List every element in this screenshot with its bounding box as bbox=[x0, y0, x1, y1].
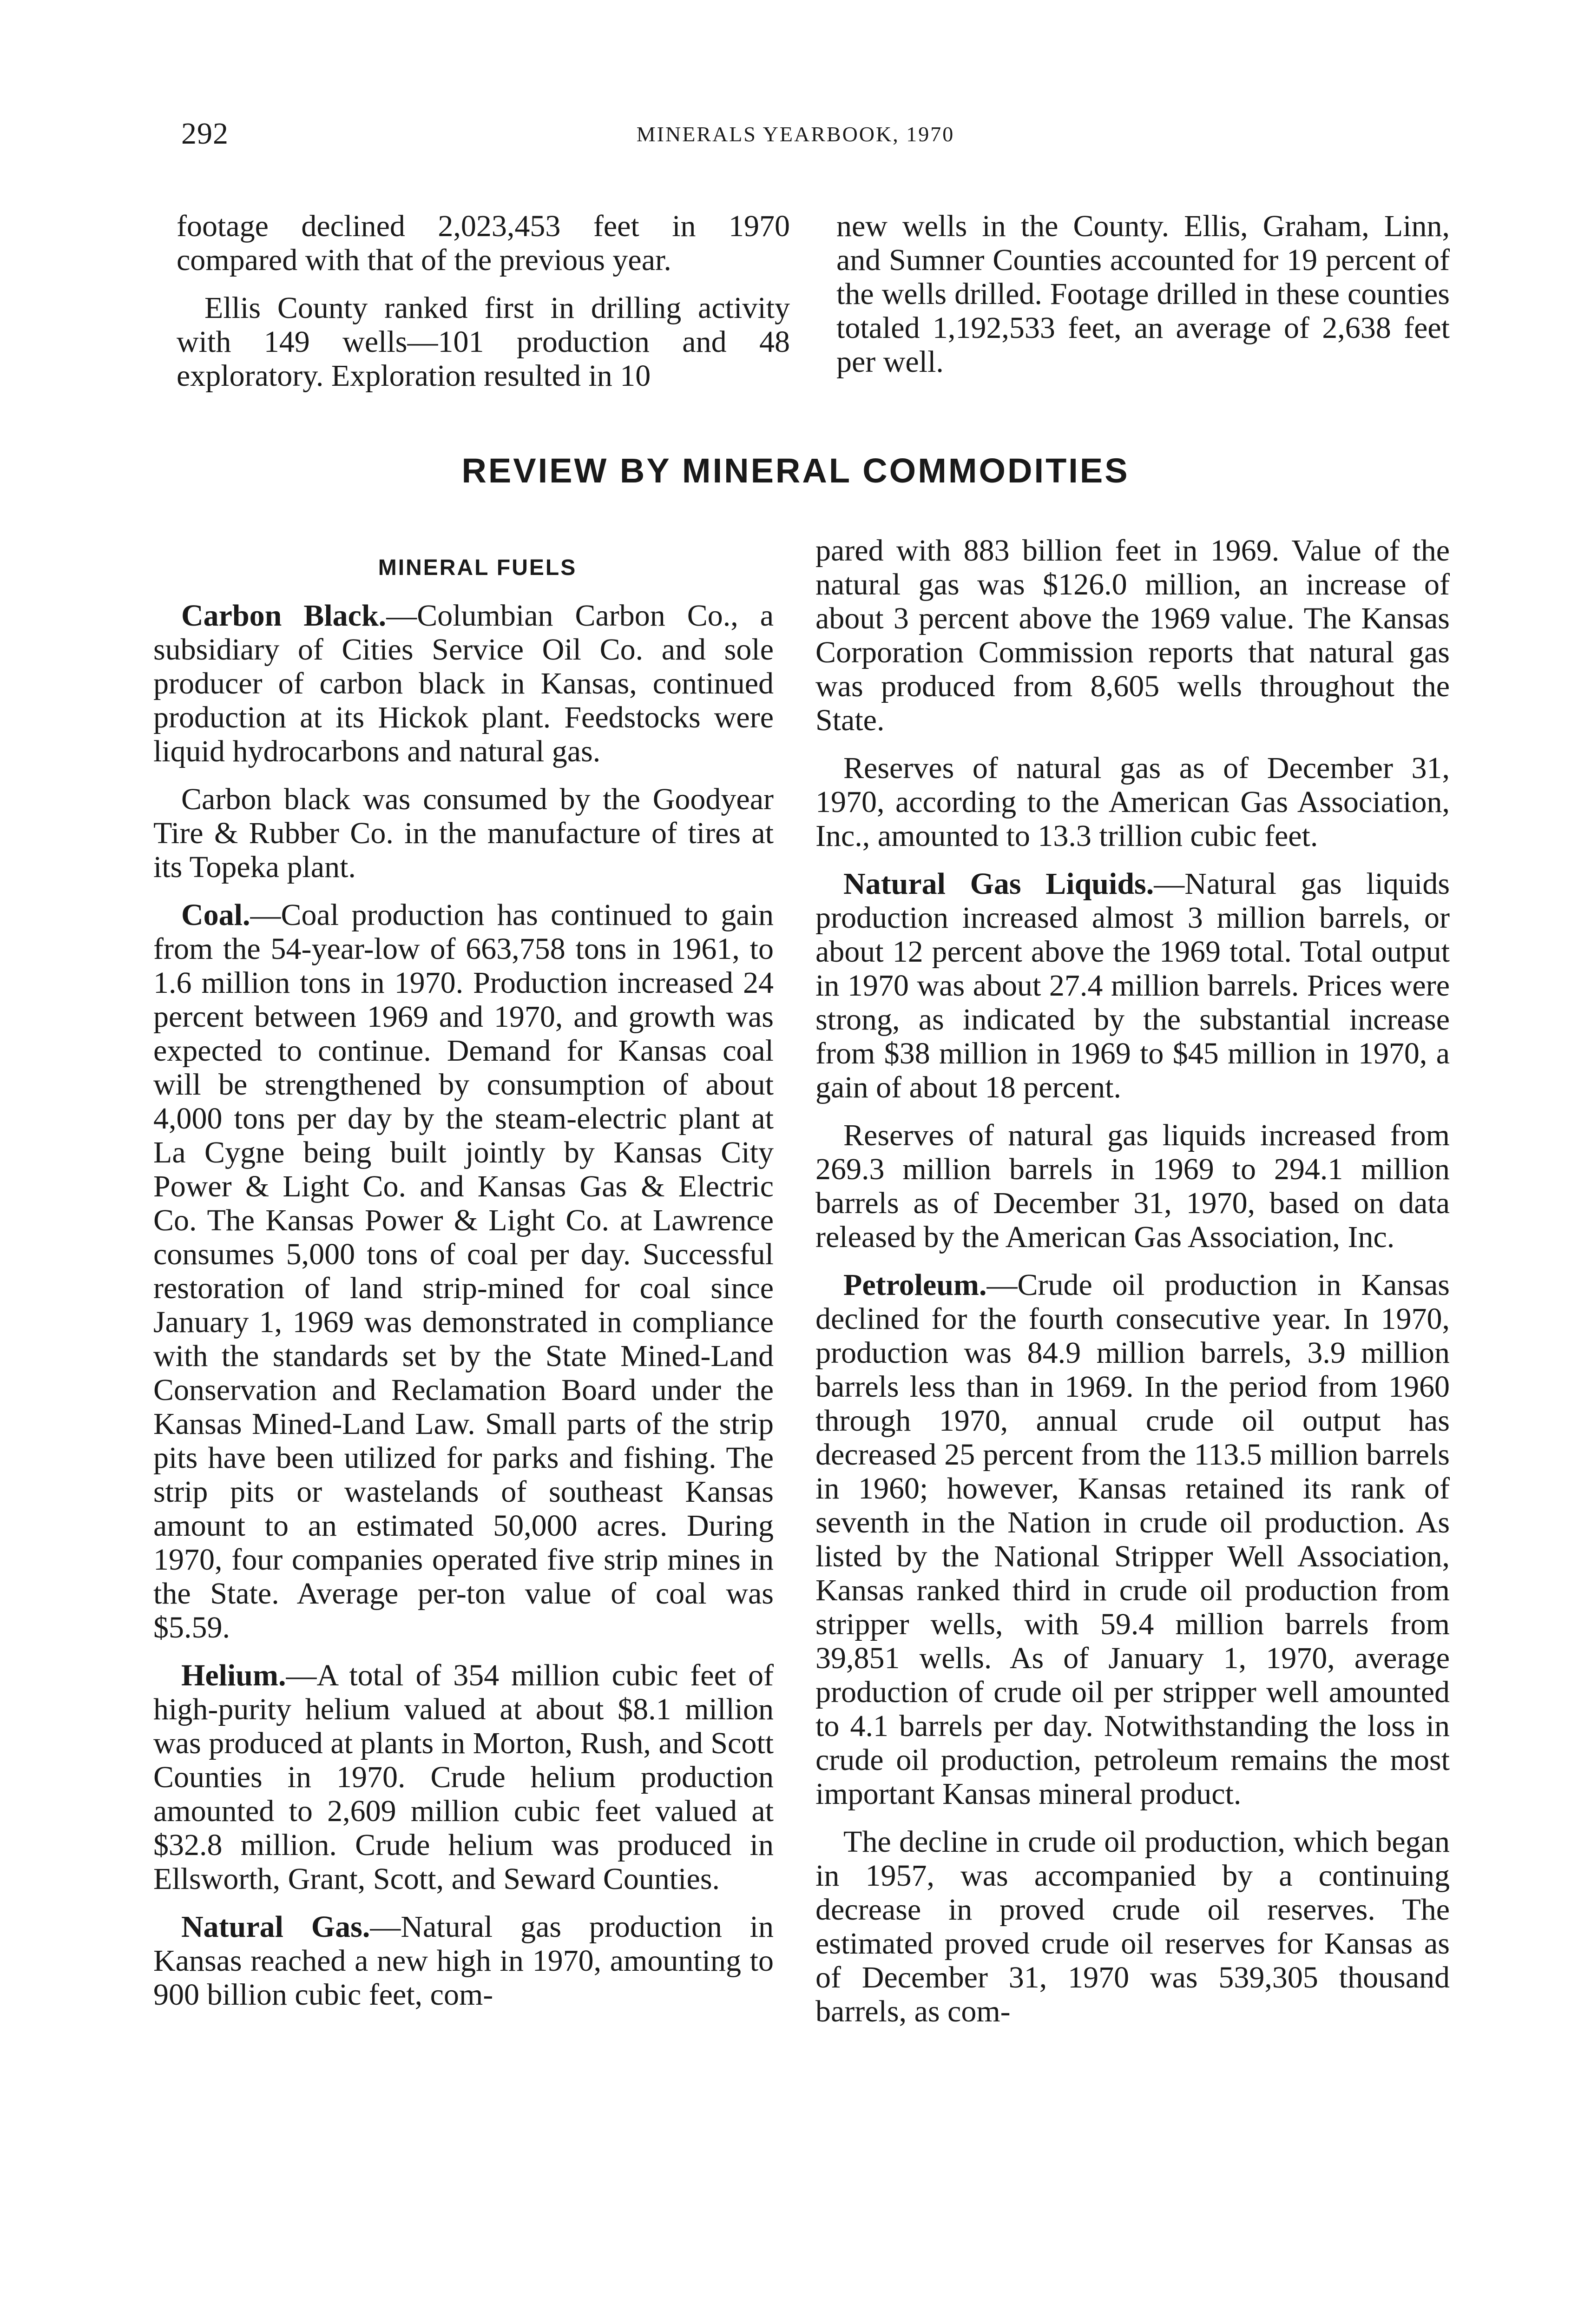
coal-text: —Coal production has continued to gain from the 54-year-low of 663,758 tons in 1961, to 1.6 million tons in 1970. Production increased 24 percent between 1969 and 1970, and growth was expected to continue. Demand for Kansas coal will be strengthened by consumption of about 4,000 tons per day by the steam-electric plant at La Cygne being built jointly by Kansas City Power & Light Co. and Kansas Gas & Electric Co. The Kansas Power & Light Co. at Lawrence consumes 5,000 tons of coal per day. Successful restoration of land strip-mined for coal since January 1, 1969 was demonstrated in compliance with the standards set by the State Mined-Land Conservation and Reclamation Board under the Kansas Mined-Land Law. Small parts of the strip pits have been utilized for parks and fishing. The strip pits or wastelands of southeast Kansas amount to an estimated 50,000 acres. During 1970, four companies operated five strip mines in the State. Average per-ton value of coal was $5.59. bbox=[153, 898, 774, 1644]
coal-heading: Coal. bbox=[181, 898, 250, 932]
section-title: REVIEW BY MINERAL COMMODITIES bbox=[461, 451, 1130, 490]
helium-heading: Helium. bbox=[181, 1658, 286, 1692]
coal-paragraph bbox=[153, 898, 774, 1644]
intro-right-column bbox=[836, 209, 1450, 393]
natural-gas-liquids-heading: Natural Gas Liquids. bbox=[843, 867, 1154, 901]
subsection-title: MINERAL FUELS bbox=[378, 555, 577, 580]
carbon-black-paragraph-2: Carbon black was consumed by the Goodyear Tire & Rubber Co. in the manufacture of tires at its Topeka plant. bbox=[153, 782, 774, 884]
helium-text: —A total of 354 million cubic feet of high-purity helium valued at about $8.1 million was produced at plants in Morton, Rush, and Scott Counties in 1970. Crude helium production amounted to 2,609 million cubic feet valued at $32.8 million. Crude helium was produced in Ellsworth, Grant, Scott, and Seward Counties. bbox=[153, 1658, 774, 1896]
petroleum-paragraph bbox=[815, 1268, 1450, 1811]
right-column bbox=[815, 534, 1450, 2042]
petroleum-text: —Crude oil production in Kansas declined for the fourth consecutive year. In 1970, production was 84.9 million barrels, 3.9 million barrels less than in 1969. In the period from 1960 through 1970, annual crude oil output has decreased 25 percent from the 113.5 million barrels in 1960; however, Kansas retained its rank of seventh in the Nation in crude oil production. As listed by the National Stripper Well Association, Kansas ranked third in crude oil production from stripper wells, with 59.4 million barrels from 39,851 wells. As of January 1, 1970, average production of crude oil per stripper well amounted to 4.1 barrels per day. Notwithstanding the loss in crude oil production, petroleum remains the most important Kansas mineral product. bbox=[815, 1268, 1450, 1811]
natural-gas-continued-paragraph: pared with 883 billion feet in 1969. Value of the natural gas was $126.0 million, an increase of about 3 percent above the 1969 value. The Kansas Corporation Commission reports that natural gas was produced from 8,605 wells throughout the State. bbox=[815, 534, 1450, 737]
natural-gas-heading: Natural Gas. bbox=[181, 1910, 370, 1944]
carbon-black-paragraph bbox=[153, 599, 774, 768]
page-number: 292 bbox=[181, 117, 229, 151]
natural-gas-liquids-paragraph bbox=[815, 867, 1450, 1104]
running-head: MINERALS YEARBOOK, 1970 bbox=[636, 122, 955, 146]
helium-paragraph bbox=[153, 1658, 774, 1896]
ngl-reserves-paragraph: Reserves of natural gas liquids increased from 269.3 million barrels in 1969 to 294.1 million barrels as of December 31, 1970, based on data released by the American Gas Association, Inc. bbox=[815, 1118, 1450, 1254]
carbon-black-heading: Carbon Black. bbox=[181, 599, 387, 633]
left-column bbox=[153, 551, 774, 2026]
crude-decline-paragraph: The decline in crude oil production, which began in 1957, was accompanied by a continuing decrease in proved crude oil reserves. The estimated proved crude oil reserves for Kansas as of December 31, 1970 was 539,305 thousand barrels, as com- bbox=[815, 1825, 1450, 2028]
carbon-black-text: —Columbian Carbon Co., a subsidiary of Cities Service Oil Co. and sole producer of carbon black in Kansas, continued production at its Hickok plant. Feedstocks were liquid hydrocarbons and natural gas. bbox=[153, 599, 774, 768]
intro-right-paragraph-1: new wells in the County. Ellis, Graham, Linn, and Sumner Counties accounted for 19 percent of the wells drilled. Footage drilled in these counties totaled 1,192,533 feet, an average of 2,638 feet per well. bbox=[836, 209, 1450, 379]
petroleum-heading: Petroleum. bbox=[843, 1268, 987, 1302]
intro-left-paragraph-1: footage declined 2,023,453 feet in 1970 compared with that of the previous year. bbox=[177, 209, 790, 277]
natural-gas-text: —Natural gas production in Kansas reached a new high in 1970, amounting to 900 billion cubic feet, com- bbox=[153, 1910, 774, 2012]
intro-left-paragraph-2: Ellis County ranked first in drilling activity with 149 wells—101 production and 48 exploratory. Exploration resulted in 10 bbox=[177, 291, 790, 393]
gas-reserves-paragraph: Reserves of natural gas as of December 31, 1970, according to the American Gas Association, Inc., amounted to 13.3 trillion cubic feet. bbox=[815, 751, 1450, 853]
natural-gas-liquids-text: —Natural gas liquids production increased almost 3 million barrels, or about 12 percent above the 1969 total. Total output in 1970 was about 27.4 million barrels. Prices were strong, as indicated by the substantial increase from $38 million in 1969 to $45 million in 1970, a gain of about 18 percent. bbox=[815, 867, 1450, 1104]
intro-left-column bbox=[177, 209, 790, 407]
natural-gas-paragraph bbox=[153, 1910, 774, 2012]
